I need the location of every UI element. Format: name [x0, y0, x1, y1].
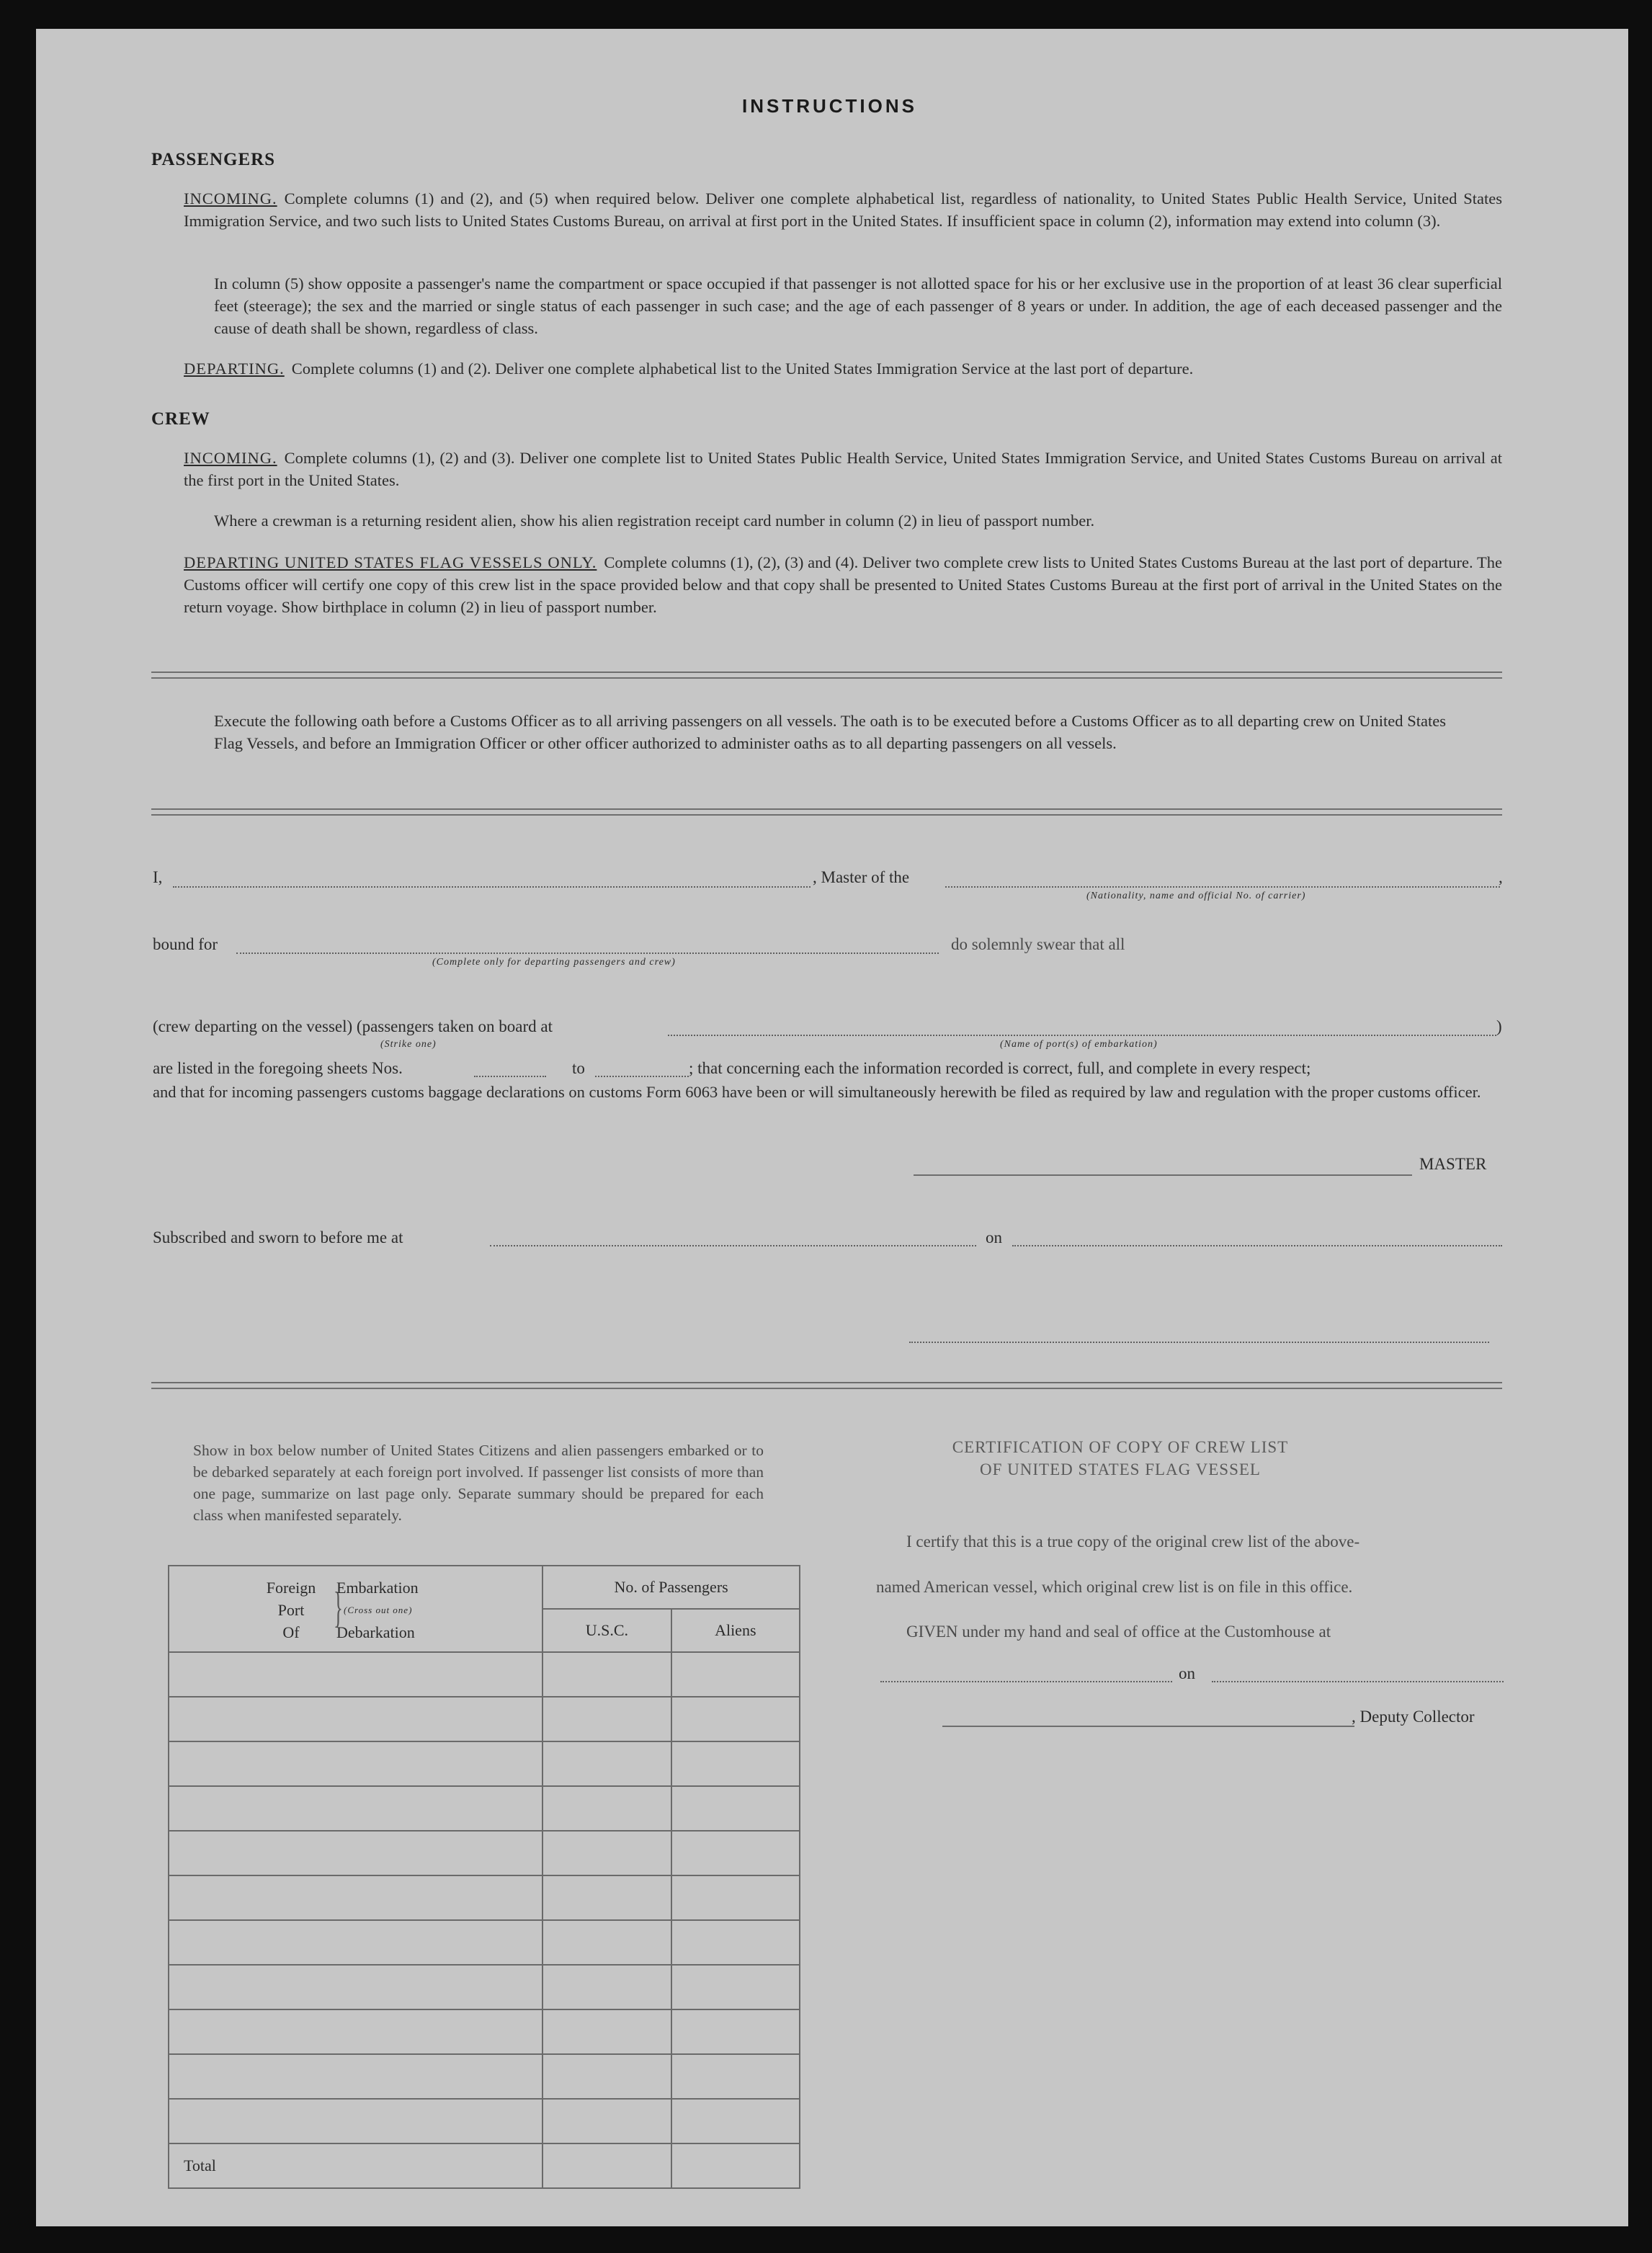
total-label: Total [169, 2143, 543, 2188]
passengers-departing-paragraph [184, 357, 1502, 380]
passengers-incoming-label: INCOMING. [184, 189, 277, 208]
debarkation-label: Debarkation [336, 1623, 415, 1641]
sheet-from-field[interactable] [474, 1076, 546, 1077]
crew-passengers-text: (crew departing on the vessel) (passengers taken on board at [153, 1017, 553, 1035]
table-row [169, 1965, 800, 2009]
baggage-text: and that for incoming passengers customs baggage declarations on customs Form 6063 have been or will simultaneously herewith be filed as required by law and regulation with the proper customs officer. [153, 1083, 1481, 1101]
port-label: Port [277, 1601, 305, 1619]
customhouse-field[interactable] [880, 1681, 1172, 1682]
vessel-field[interactable] [945, 886, 1500, 888]
passengers-departing-label: DEPARTING. [184, 360, 285, 378]
table-row [169, 1875, 800, 1920]
table-row [169, 1652, 800, 1697]
listed-to-label: to [572, 1059, 585, 1077]
deputy-signature-field[interactable] [942, 1726, 1354, 1727]
table-row [169, 2009, 800, 2054]
certification-line-3: GIVEN under my hand and seal of office at the Customhouse at [906, 1623, 1331, 1641]
sworn-place-field[interactable] [490, 1245, 976, 1246]
embarkation-label: Embarkation [336, 1579, 419, 1597]
listed-sheets-label: are listed in the foregoing sheets Nos. [153, 1059, 403, 1077]
crew-resident-paragraph: Where a crewman is a returning resident alien, show his alien registration receipt card number in column (2) in lieu of passport number. [214, 512, 1095, 530]
crew-incoming-label: INCOMING. [184, 449, 277, 467]
certification-on-label: on [1179, 1664, 1195, 1682]
divider-3 [151, 1382, 1502, 1389]
certification-heading-2: OF UNITED STATES FLAG VESSEL [980, 1460, 1261, 1478]
sworn-date-field[interactable] [1012, 1245, 1502, 1246]
crew-departing-paragraph [184, 551, 1502, 618]
certification-line-2: named American vessel, which original crew list is on file in this office. [876, 1578, 1353, 1596]
passengers-heading: PASSENGERS [151, 150, 276, 169]
bound-caption: (Complete only for departing passengers and crew) [432, 957, 676, 968]
aliens-header: Aliens [671, 1609, 800, 1652]
sworn-on-label: on [986, 1228, 1002, 1246]
divider-2 [151, 808, 1502, 816]
table-row [169, 1697, 800, 1741]
ports-caption: (Name of port(s) of embarkation) [1000, 1039, 1158, 1050]
strike-caption: (Strike one) [380, 1039, 437, 1050]
master-signature-field[interactable] [914, 1174, 1412, 1176]
certification-date-field[interactable] [1212, 1681, 1504, 1682]
passengers-incoming-text: Complete columns (1) and (2), and (5) when required below. Deliver one complete alphabetical list, regardless of nationality, to United States Public Health Service, United States Immigration Service, and two such lists to United States Customs Bureau, on arrival at first port in the United States. If insufficient space in column (2), information may extend into column (3). [184, 189, 1502, 230]
table-row [169, 1920, 800, 1965]
sheet-to-field[interactable] [595, 1076, 689, 1077]
listed-text: ; that concerning each the information recorded is correct, full, and complete in every respect; [689, 1059, 1311, 1077]
cross-out-caption: (Cross out one) [344, 1605, 413, 1615]
oath-i-label: I, [153, 868, 163, 886]
passengers-incoming-paragraph [184, 187, 1502, 232]
crew-departing-label: DEPARTING UNITED STATES FLAG VESSELS ONLY. [184, 553, 597, 571]
crew-heading: CREW [151, 409, 210, 429]
embarkation-ports-field[interactable] [668, 1035, 1496, 1036]
summary-instruction: Show in box below number of United States Citizens and alien passengers embarked or to be debarked separately at each foreign port involved. If passenger list consists of more than one page, summarize on last page only. Separate summary should be prepared for each class when manifested separately. [193, 1442, 764, 1524]
passengers-column5-paragraph: In column (5) show opposite a passenger's name the compartment or space occupied if that passenger is not allotted space for his or her exclusive use in the proportion of at least 36 clear superficial feet (steerage); the sex and the married or single status of each passenger in such case; and the age of each passenger of 8 years or under. In addition, the age of each deceased passenger and the cause of death shall be shown, regardless of class. [214, 275, 1502, 337]
officer-signature-field[interactable] [909, 1342, 1489, 1343]
swear-text: do solemnly swear that all [951, 935, 1125, 953]
table-row [169, 1786, 800, 1831]
foreign-label: Foreign [266, 1579, 316, 1597]
certification-heading-1: CERTIFICATION OF COPY OF CREW LIST [952, 1438, 1289, 1456]
bound-for-field[interactable] [236, 952, 939, 954]
master-name-field[interactable] [173, 886, 811, 888]
master-of-label: , Master of the [813, 868, 910, 886]
table-row [169, 2054, 800, 2099]
passengers-departing-text: Complete columns (1) and (2). Deliver one complete alphabetical list to the United States Immigration Service at the last port of departure. [291, 360, 1194, 378]
crew-incoming-paragraph [184, 447, 1502, 491]
oath-instruction: Execute the following oath before a Customs Officer as to all arriving passengers on all vessels. The oath is to be executed before a Customs Officer as to all departing crew on United States Flag Vessels, and before an Immigration Officer or other officer authorized to administer oaths as to all departing passengers on all vessels. [214, 712, 1446, 752]
divider-1 [151, 672, 1502, 679]
certification-line-1: I certify that this is a true copy of the original crew list of the above- [906, 1533, 1360, 1551]
close-paren: ) [1496, 1017, 1502, 1035]
subscribed-label: Subscribed and sworn to before me at [153, 1228, 403, 1246]
page-title: INSTRUCTIONS [742, 95, 917, 117]
usc-header: U.S.C. [543, 1609, 671, 1652]
passenger-summary-table [168, 1565, 800, 2189]
bound-for-label: bound for [153, 935, 218, 953]
crew-incoming-text: Complete columns (1), (2) and (3). Deliver one complete list to United States Public Health Service, United States Immigration Service, and United States Customs Bureau on arrival at the first port in the United States. [184, 449, 1502, 489]
of-label: Of [282, 1623, 300, 1641]
master-label: MASTER [1419, 1155, 1487, 1173]
nationality-caption: (Nationality, name and official No. of carrier) [1086, 891, 1306, 901]
table-row [169, 1741, 800, 1786]
table-row [169, 2099, 800, 2143]
deputy-collector-label: , Deputy Collector [1352, 1708, 1475, 1726]
port-header-cell: Foreign Port Of } Embarkation (Cross out one) Debarkation [169, 1566, 543, 1652]
table-row [169, 1831, 800, 1875]
total-row [169, 2143, 800, 2188]
no-passengers-header: No. of Passengers [543, 1566, 800, 1609]
crew-departing-text: Complete columns (1), (2), (3) and (4). Deliver two complete crew lists to United States Customs Bureau at the last port of departure. The Customs officer will certify one copy of this crew list in the space provided below and that copy shall be presented to United States Customs Bureau at the first port of arrival in the United States on the return voyage. Show birthplace in column (2) in lieu of passport number. [184, 553, 1502, 616]
